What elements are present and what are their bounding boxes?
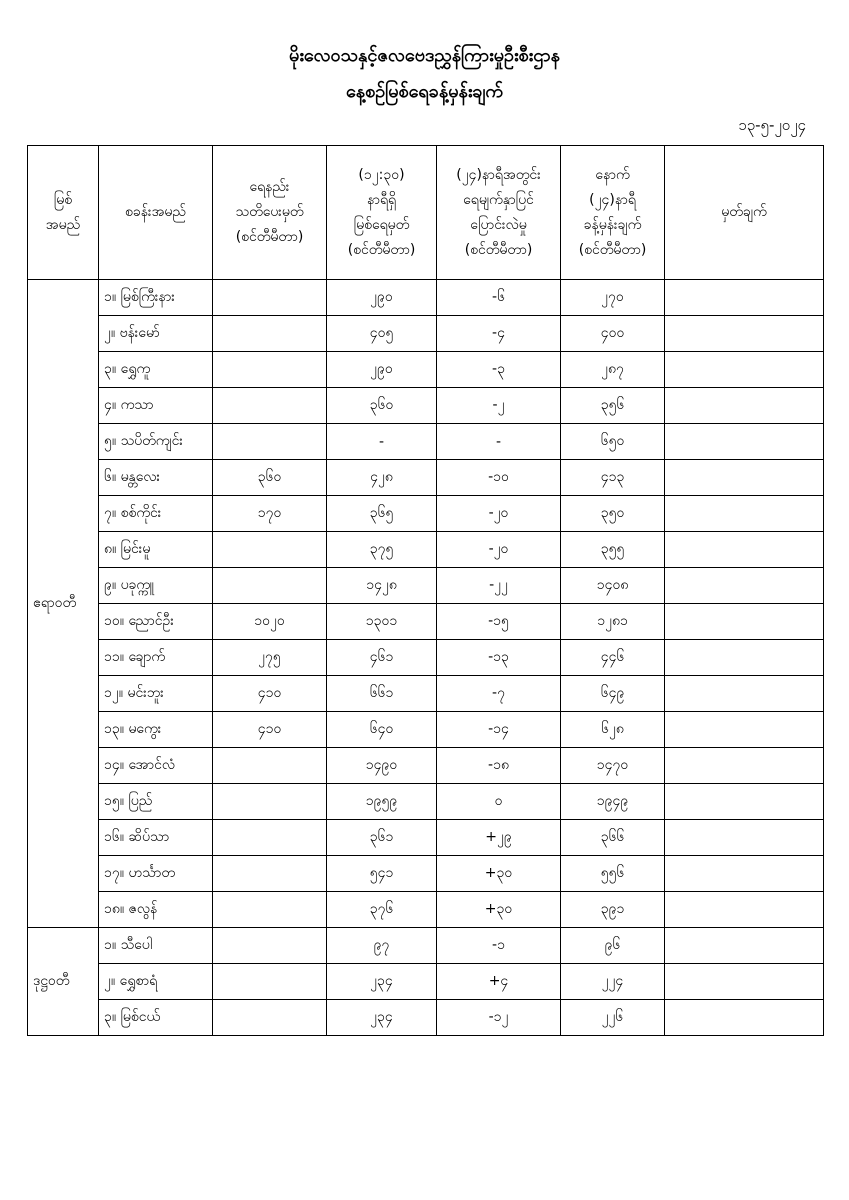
- station-cell: ၁၇။ ဟင်္သာတ: [99, 856, 213, 892]
- table-row: [28, 856, 824, 892]
- forecast-cell: ၁၂၈၁: [561, 604, 665, 640]
- station-cell: ၃။ ရွှေကူ: [99, 352, 213, 388]
- remark-cell: [665, 460, 824, 496]
- low-water-warning-cell: [213, 964, 327, 1000]
- table-row: [28, 928, 824, 964]
- water-level-cell: ၁၄၂၈: [327, 568, 437, 604]
- table-row: [28, 1000, 824, 1036]
- remark-cell: [665, 496, 824, 532]
- table-row: [28, 568, 824, 604]
- forecast-cell: ၆၂၈: [561, 712, 665, 748]
- water-level-cell: ၄၆၁: [327, 640, 437, 676]
- remark-cell: [665, 1000, 824, 1036]
- table-row: [28, 712, 824, 748]
- low-water-warning-cell: [213, 820, 327, 856]
- station-cell: ၆။ မန္တလေး: [99, 460, 213, 496]
- table-row: [28, 388, 824, 424]
- forecast-cell: ၁၄၀၈: [561, 568, 665, 604]
- table-body: [28, 280, 824, 1036]
- low-water-warning-cell: [213, 856, 327, 892]
- table-row: [28, 964, 824, 1000]
- low-water-warning-cell: ၃၆၀: [213, 460, 327, 496]
- station-cell: ၁။ မြစ်ကြီးနား: [99, 280, 213, 316]
- water-level-cell: ၁၄၉၀: [327, 748, 437, 784]
- water-level-cell: ၃၆၀: [327, 388, 437, 424]
- water-level-cell: ၉၇: [327, 928, 437, 964]
- water-level-cell: ၆၄၀: [327, 712, 437, 748]
- table-row: [28, 892, 824, 928]
- table-row: [28, 316, 824, 352]
- remark-cell: [665, 388, 824, 424]
- low-water-warning-cell: [213, 1000, 327, 1036]
- report-date: ၁၃-၅-၂၀၂၄: [738, 116, 806, 134]
- forecast-cell: ၆၅၀: [561, 424, 665, 460]
- level-change-cell: +၂၉: [437, 820, 561, 856]
- header-level-change: (၂၄)နာရီအတွင်း ရေမျက်နှာပြင် ပြောင်းလဲမှု (စင်တီမီတာ): [437, 146, 561, 280]
- water-level-cell: ၂၃၄: [327, 1000, 437, 1036]
- forecast-cell: ၆၄၉: [561, 676, 665, 712]
- remark-cell: [665, 748, 824, 784]
- station-cell: ၁၂။ မင်းဘူး: [99, 676, 213, 712]
- water-level-cell: ၅၄၁: [327, 856, 437, 892]
- level-change-cell: +၄: [437, 964, 561, 1000]
- low-water-warning-cell: [213, 316, 327, 352]
- station-cell: ၇။ စစ်ကိုင်း: [99, 496, 213, 532]
- table-row: [28, 784, 824, 820]
- forecast-cell: ၂၇၀: [561, 280, 665, 316]
- header-station-name: စခန်းအမည်: [99, 146, 213, 280]
- header-row: [28, 146, 824, 280]
- water-level-cell: ၃၇၅: [327, 532, 437, 568]
- station-cell: ၅။ သပိတ်ကျင်း: [99, 424, 213, 460]
- remark-cell: [665, 280, 824, 316]
- water-level-cell: ၂၉၀: [327, 280, 437, 316]
- remark-cell: [665, 532, 824, 568]
- water-level-cell: ၂၃၄: [327, 964, 437, 1000]
- remark-cell: [665, 568, 824, 604]
- station-cell: ၃။ မြစ်ငယ်: [99, 1000, 213, 1036]
- table-row: [28, 280, 824, 316]
- water-level-cell: ၄၂၈: [327, 460, 437, 496]
- forecast-cell: ၄၁၃: [561, 460, 665, 496]
- station-cell: ၁၈။ ဇလွန်: [99, 892, 213, 928]
- station-cell: ၁၄။ အောင်လံ: [99, 748, 213, 784]
- header-water-level: (၁၂:၃၀) နာရီရှိ မြစ်ရေမှတ် (စင်တီမီတာ): [327, 146, 437, 280]
- level-change-cell: -၂၂: [437, 568, 561, 604]
- table-row: [28, 820, 824, 856]
- low-water-warning-cell: ၁၇၀: [213, 496, 327, 532]
- page-title: မိုးလေဝသနှင့်ဇလဗေဒညွှန်ကြားမှုဦးစီးဌာန: [289, 45, 560, 66]
- forecast-cell: ၃၅၅: [561, 532, 665, 568]
- low-water-warning-cell: [213, 568, 327, 604]
- table-header: [28, 146, 824, 280]
- low-water-warning-cell: [213, 928, 327, 964]
- remark-cell: [665, 604, 824, 640]
- level-change-cell: +၃၀: [437, 856, 561, 892]
- remark-cell: [665, 856, 824, 892]
- table-row: [28, 604, 824, 640]
- water-level-cell: ၆၆၁: [327, 676, 437, 712]
- low-water-warning-cell: [213, 892, 327, 928]
- forecast-cell: ၂၂၄: [561, 964, 665, 1000]
- low-water-warning-cell: [213, 424, 327, 460]
- level-change-cell: +၃၀: [437, 892, 561, 928]
- station-cell: ၁။ သီပေါ: [99, 928, 213, 964]
- low-water-warning-cell: ၂၇၅: [213, 640, 327, 676]
- forecast-cell: ၂၈၇: [561, 352, 665, 388]
- remark-cell: [665, 784, 824, 820]
- forecast-cell: ၃၆၆: [561, 820, 665, 856]
- level-change-cell: -၃: [437, 352, 561, 388]
- level-change-cell: -: [437, 424, 561, 460]
- forecast-cell: ၉၆: [561, 928, 665, 964]
- table-row: [28, 640, 824, 676]
- water-level-cell: ၂၉၀: [327, 352, 437, 388]
- remark-cell: [665, 964, 824, 1000]
- forecast-cell: ၃၅၆: [561, 388, 665, 424]
- station-cell: ၁၅။ ပြည်: [99, 784, 213, 820]
- level-change-cell: -၁၀: [437, 460, 561, 496]
- level-change-cell: -၂၀: [437, 496, 561, 532]
- header-low-water-warning: ရေနည်း သတိပေးမှတ် (စင်တီမီတာ): [213, 146, 327, 280]
- header-river-name: မြစ် အမည်: [28, 146, 99, 280]
- remark-cell: [665, 640, 824, 676]
- station-cell: ၁၆။ ဆိပ်သာ: [99, 820, 213, 856]
- table-row: [28, 460, 824, 496]
- low-water-warning-cell: ၄၁၀: [213, 676, 327, 712]
- water-level-cell: ၃၆၁: [327, 820, 437, 856]
- forecast-cell: ၃၅၀: [561, 496, 665, 532]
- forecast-cell: ၅၅၆: [561, 856, 665, 892]
- forecast-cell: ၄၀၀: [561, 316, 665, 352]
- forecast-cell: ၄၄၆: [561, 640, 665, 676]
- water-level-cell: ၁၉၅၉: [327, 784, 437, 820]
- remark-cell: [665, 316, 824, 352]
- header-remarks: မှတ်ချက်: [665, 146, 824, 280]
- level-change-cell: -၂: [437, 388, 561, 424]
- table-row: [28, 352, 824, 388]
- water-level-cell: ၃၇၆: [327, 892, 437, 928]
- low-water-warning-cell: [213, 784, 327, 820]
- table-row: [28, 676, 824, 712]
- level-change-cell: -၁၅: [437, 604, 561, 640]
- level-change-cell: -၁၂: [437, 1000, 561, 1036]
- remark-cell: [665, 712, 824, 748]
- level-change-cell: -၂၀: [437, 532, 561, 568]
- river-name-cell: ဒုဋ္ဌဝတီ: [28, 928, 99, 1036]
- level-change-cell: -၄: [437, 316, 561, 352]
- level-change-cell: -၁၄: [437, 712, 561, 748]
- level-change-cell: -၆: [437, 280, 561, 316]
- page-subtitle: နေ့စဉ်မြစ်ရေခန့်မှန်းချက်: [346, 81, 503, 102]
- forecast-cell: ၁၄၇၀: [561, 748, 665, 784]
- level-change-cell: -၁၃: [437, 640, 561, 676]
- low-water-warning-cell: [213, 388, 327, 424]
- remark-cell: [665, 928, 824, 964]
- table-row: [28, 496, 824, 532]
- water-level-cell: ၄၀၅: [327, 316, 437, 352]
- remark-cell: [665, 352, 824, 388]
- station-cell: ၁၀။ ညောင်ဦး: [99, 604, 213, 640]
- remark-cell: [665, 676, 824, 712]
- header-forecast: နောက် (၂၄)နာရီ ခန့်မှန်းချက် (စင်တီမီတာ): [561, 146, 665, 280]
- low-water-warning-cell: [213, 532, 327, 568]
- river-name-cell: ဧရာဝတီ: [28, 280, 99, 928]
- water-level-cell: ၁၃၀၁: [327, 604, 437, 640]
- station-cell: ၂။ ဗန်းမော်: [99, 316, 213, 352]
- station-cell: ၂။ ရွှေစာရံ: [99, 964, 213, 1000]
- river-forecast-table: [27, 145, 824, 1036]
- station-cell: ၁၃။ မကွေး: [99, 712, 213, 748]
- station-cell: ၄။ ကသာ: [99, 388, 213, 424]
- low-water-warning-cell: ၄၁၀: [213, 712, 327, 748]
- low-water-warning-cell: ၁၀၂၀: [213, 604, 327, 640]
- level-change-cell: -၇: [437, 676, 561, 712]
- forecast-cell: ၁၉၄၉: [561, 784, 665, 820]
- remark-cell: [665, 424, 824, 460]
- level-change-cell: -၁၈: [437, 748, 561, 784]
- station-cell: ၁၁။ ချောက်: [99, 640, 213, 676]
- low-water-warning-cell: [213, 748, 327, 784]
- station-cell: ၉။ ပခုက္ကူ: [99, 568, 213, 604]
- station-cell: ၈။ မြင်းမူ: [99, 532, 213, 568]
- forecast-cell: ၂၂၆: [561, 1000, 665, 1036]
- remark-cell: [665, 892, 824, 928]
- water-level-cell: -: [327, 424, 437, 460]
- forecast-cell: ၃၉၁: [561, 892, 665, 928]
- low-water-warning-cell: [213, 280, 327, 316]
- level-change-cell: -၁: [437, 928, 561, 964]
- low-water-warning-cell: [213, 352, 327, 388]
- table-row: [28, 532, 824, 568]
- table-row: [28, 748, 824, 784]
- table-row: [28, 424, 824, 460]
- level-change-cell: ၀: [437, 784, 561, 820]
- remark-cell: [665, 820, 824, 856]
- water-level-cell: ၃၆၅: [327, 496, 437, 532]
